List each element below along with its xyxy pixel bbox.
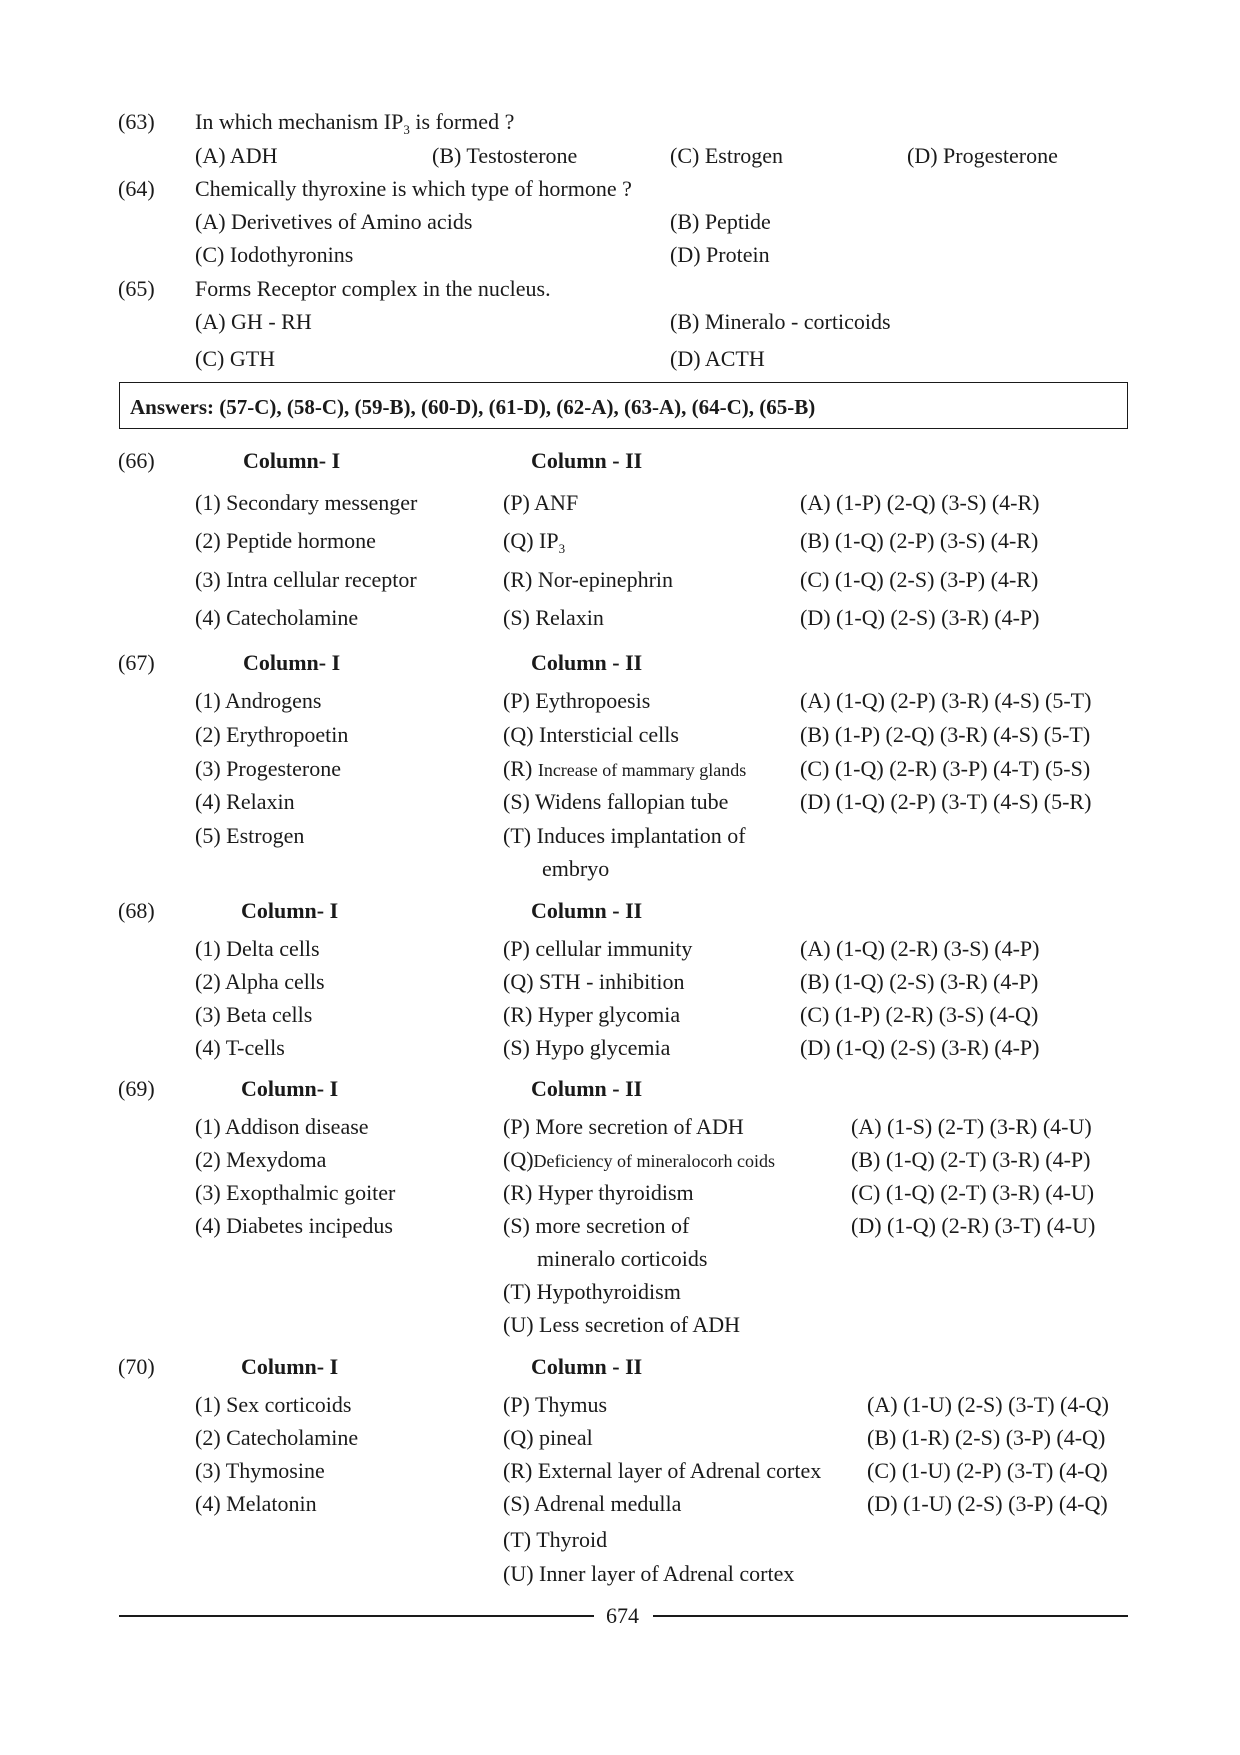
question-number: (70) [118,1354,155,1379]
column-1-item: (2) Erythropoetin [195,722,349,747]
column-1-item: (1) Androgens [195,688,322,713]
option-d: (D) Progesterone [907,143,1058,168]
column-1-item: (3) Intra cellular receptor [195,567,417,592]
option-a: (A) (1-P) (2-Q) (3-S) (4-R) [800,490,1040,515]
column-2-item: (T) Hypothyroidism [503,1279,681,1304]
question-number: (66) [118,448,155,473]
subscript: 3 [558,541,566,556]
column-1-header: Column- I [243,448,341,473]
option-a: (A) GH - RH [195,309,312,334]
column-1-item: (3) Beta cells [195,1002,313,1027]
option-c: (C) (1-Q) (2-S) (3-P) (4-R) [800,567,1039,592]
question-number: (63) [118,109,155,134]
column-2-item-text: Deficiency of mineralocorh coids [533,1151,775,1171]
column-1-header: Column- I [241,1354,339,1379]
question-text: Forms Receptor complex in the nucleus. [195,276,551,301]
option-c: (C) (1-P) (2-R) (3-S) (4-Q) [800,1002,1039,1027]
column-1-item: (4) Relaxin [195,789,295,814]
column-1-item: (4) Catecholamine [195,605,359,630]
footer-rule-left [119,1615,594,1617]
column-2-item: (S) Hypo glycemia [503,1035,671,1060]
column-2-item: (P) cellular immunity [503,936,693,961]
answers-box [119,382,1128,429]
answers-text: Answers: (57-C), (58-C), (59-B), (60-D), (61-D), (62-A), (63-A), (64-C), (65-B) [130,395,816,419]
question-text [195,109,515,137]
option-a: (A) (1-U) (2-S) (3-T) (4-Q) [867,1392,1109,1417]
column-1-item: (5) Estrogen [195,823,305,848]
column-1-item: (4) T-cells [195,1035,285,1060]
option-d: (D) (1-Q) (2-S) (3-R) (4-P) [800,605,1040,630]
option-d: (D) (1-Q) (2-P) (3-T) (4-S) (5-R) [800,789,1092,814]
option-d: (D) (1-Q) (2-R) (3-T) (4-U) [851,1213,1096,1238]
column-1-item: (1) Addison disease [195,1114,369,1139]
option-b: (B) (1-P) (2-Q) (3-R) (4-S) (5-T) [800,722,1091,747]
column-1-header: Column- I [243,650,341,675]
column-2-item: (Q) STH - inhibition [503,969,685,994]
column-2-item-text: Increase of mammary glands [537,760,747,780]
column-2-header: Column - II [531,448,643,473]
question-text: Chemically thyroxine is which type of hormone ? [195,176,632,201]
column-2-item: (Q) pineal [503,1425,593,1450]
column-2-item: (U) Inner layer of Adrenal cortex [503,1561,795,1586]
option-b: (B) (1-R) (2-S) (3-P) (4-Q) [867,1425,1106,1450]
option-d: (D) (1-Q) (2-S) (3-R) (4-P) [800,1035,1040,1060]
option-b: (B) Peptide [670,209,771,234]
column-2-item: (R) Hyper thyroidism [503,1180,694,1205]
option-c: (C) GTH [195,346,276,371]
column-1-header: Column- I [241,898,339,923]
column-2-item: (P) ANF [503,490,579,515]
question-text-part: is formed ? [409,109,515,134]
option-d: (D) (1-U) (2-S) (3-P) (4-Q) [867,1491,1108,1516]
column-2-item: (S) Adrenal medulla [503,1491,682,1516]
option-b: (B) Testosterone [432,143,578,168]
option-b: (B) (1-Q) (2-S) (3-R) (4-P) [800,969,1039,994]
option-a: (A) (1-Q) (2-P) (3-R) (4-S) (5-T) [800,688,1092,713]
question-number: (64) [118,176,155,201]
column-1-item: (3) Thymosine [195,1458,325,1483]
question-number: (68) [118,898,155,923]
question-number: (65) [118,276,155,301]
option-d: (D) Protein [670,242,770,267]
column-2-item: (P) More secretion of ADH [503,1114,744,1139]
column-1-item: (1) Secondary messenger [195,490,418,515]
column-2-item [503,528,566,556]
column-2-item: (T) Induces implantation of [503,823,746,848]
column-1-item: (1) Delta cells [195,936,320,961]
column-1-item: (3) Exopthalmic goiter [195,1180,396,1205]
option-c: (C) (1-Q) (2-R) (3-P) (4-T) (5-S) [800,756,1091,781]
column-2-item: (R) Hyper glycomia [503,1002,681,1027]
column-2-header: Column - II [531,1076,643,1101]
option-d: (D) ACTH [670,346,765,371]
column-2-item: (Q) Intersticial cells [503,722,679,747]
column-2-item-text: (Q) IP [503,528,559,553]
column-2-item: (U) Less secretion of ADH [503,1312,741,1337]
option-a: (A) (1-S) (2-T) (3-R) (4-U) [851,1114,1092,1139]
column-2-item: (T) Thyroid [503,1527,608,1552]
option-b: (B) (1-Q) (2-P) (3-S) (4-R) [800,528,1039,553]
option-b: (B) Mineralo - corticoids [670,309,891,334]
column-1-item: (2) Alpha cells [195,969,325,994]
column-1-header: Column- I [241,1076,339,1101]
page-number: 674 [606,1603,639,1628]
question-number: (69) [118,1076,155,1101]
column-2-header: Column - II [531,650,643,675]
footer-rule-right [653,1615,1128,1617]
column-2-item: (R) Nor-epinephrin [503,567,674,592]
subscript: 3 [403,122,410,137]
column-2-item: (R) External layer of Adrenal cortex [503,1458,822,1483]
column-2-item-label: (Q) [503,1147,534,1172]
option-a: (A) (1-Q) (2-R) (3-S) (4-P) [800,936,1040,961]
column-2-item: (S) Widens fallopian tube [503,789,729,814]
option-c: (C) Estrogen [670,143,784,168]
column-1-item: (2) Catecholamine [195,1425,359,1450]
option-c: (C) Iodothyronins [195,242,354,267]
column-1-item: (1) Sex corticoids [195,1392,352,1417]
column-2-item-continued: mineralo corticoids [537,1246,708,1271]
column-2-item-label: (R) [503,756,533,781]
option-b: (B) (1-Q) (2-T) (3-R) (4-P) [851,1147,1091,1172]
question-number: (67) [118,650,155,675]
column-1-item: (2) Mexydoma [195,1147,327,1172]
column-2-item: (P) Eythropoesis [503,688,651,713]
option-a: (A) Derivetives of Amino acids [195,209,473,234]
column-1-item: (4) Diabetes incipedus [195,1213,393,1238]
column-2-item [503,1149,775,1171]
option-c: (C) (1-U) (2-P) (3-T) (4-Q) [867,1458,1108,1483]
option-c: (C) (1-Q) (2-T) (3-R) (4-U) [851,1180,1095,1205]
column-2-header: Column - II [531,898,643,923]
column-2-item: (S) Relaxin [503,605,604,630]
column-1-item: (4) Melatonin [195,1491,317,1516]
column-1-item: (3) Progesterone [195,756,342,781]
column-2-item [503,758,746,780]
column-2-header: Column - II [531,1354,643,1379]
option-a: (A) ADH [195,143,278,168]
column-2-item: (P) Thymus [503,1392,608,1417]
column-1-item: (2) Peptide hormone [195,528,376,553]
column-2-item-continued: embryo [542,856,610,881]
question-text-part: In which mechanism IP [195,109,404,134]
column-2-item: (S) more secretion of [503,1213,690,1238]
